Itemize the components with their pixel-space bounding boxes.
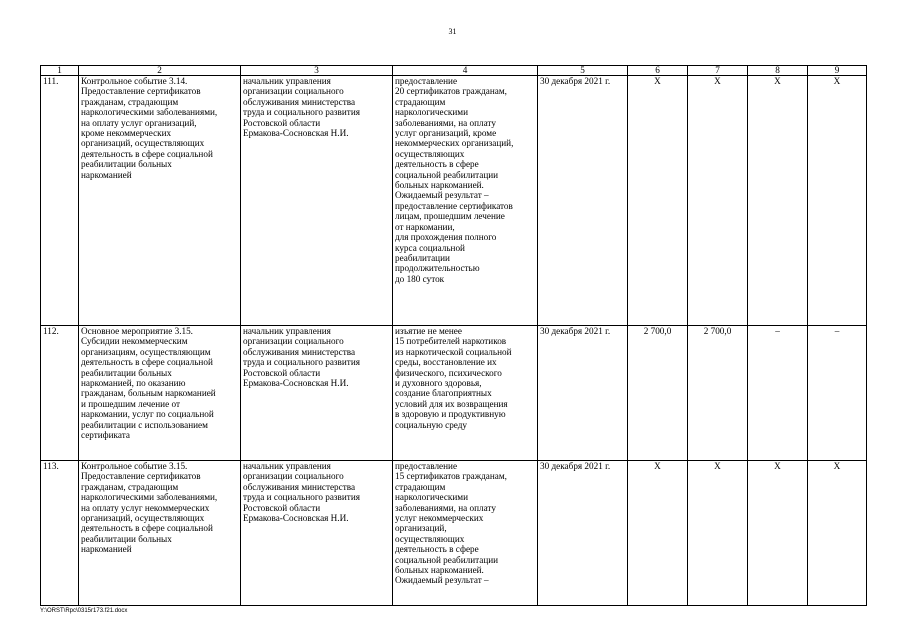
deadline: 30 декабря 2021 г. [538,76,628,326]
cell-col8: – [748,326,808,461]
column-header: 3 [241,66,393,76]
cell-col9: – [808,326,867,461]
table-row [41,326,867,461]
cell-col7: 2 700,0 [688,326,748,461]
responsible: начальник управления организации социального обслуживания министерства труда и социального развития Ростовской области Ермакова-Сосновская Н.И. [241,76,393,326]
cell-col6: X [628,76,688,326]
cell-col6: 2 700,0 [628,326,688,461]
expected-result: предоставление 20 сертификатов гражданам, страдающим наркологическими заболеваниями, на оплату услуг организаций, кроме некоммерческих организаций, осуществляющих деятельность в сфере социальной реабилитации больных наркоманией. Ожидаемый результат – предоставление сертификатов лицам, прошедшим лечение от наркомании, для прохождения полного курса социальной реабилитации продолжительностью до 180 суток [393,76,538,326]
cell-col9: X [808,76,867,326]
row-number: 111. [41,76,79,326]
row-number: 112. [41,326,79,461]
expected-result: предоставление 15 сертификатов гражданам, страдающим наркологическими заболеваниями, на оплату услуг некоммерческих организаций, осуществляющих деятельность в сфере социальной реабилитации больных наркоманией. Ожидаемый результат – [393,461,538,606]
header-row [41,66,867,76]
cell-col8: X [748,76,808,326]
column-header: 4 [393,66,538,76]
event-name: Основное мероприятие 3.15. Субсидии некоммерческим организациям, осуществляющим деятельность в сфере социальной реабилитации больных наркоманией, по оказанию гражданам, больным наркоманией и прошедшим лечение от наркомании, услуг по социальной реабилитации с использованием сертификата [79,326,241,461]
event-name: Контрольное событие 3.14. Предоставление сертификатов гражданам, страдающим наркологическими заболеваниями, на оплату услуг организаций, кроме некоммерческих организаций, осуществляющих деятельность в сфере социальной реабилитации больных наркоманией [79,76,241,326]
column-header: 8 [748,66,808,76]
cell-col6: X [628,461,688,606]
event-name: Контрольное событие 3.15. Предоставление сертификатов гражданам, страдающим наркологическими заболеваниями, на оплату услуг некоммерческих организаций, осуществляющих деятельность в сфере социальной реабилитации больных наркоманией [79,461,241,606]
deadline: 30 декабря 2021 г. [538,461,628,606]
table-row [41,76,867,326]
column-header: 5 [538,66,628,76]
cell-col7: X [688,461,748,606]
table-row [41,461,867,606]
row-number: 113. [41,461,79,606]
column-header: 1 [41,66,79,76]
column-header: 7 [688,66,748,76]
file-path-footer: Y:\ORST\Rpc\0315r173.f21.docx [40,608,128,614]
column-header: 9 [808,66,867,76]
column-header: 2 [79,66,241,76]
page-number: 31 [448,27,457,36]
column-header: 6 [628,66,688,76]
responsible: начальник управления организации социального обслуживания министерства труда и социального развития Ростовской области Ермакова-Сосновская Н.И. [241,461,393,606]
events-table [40,65,867,606]
deadline: 30 декабря 2021 г. [538,326,628,461]
responsible: начальник управления организации социального обслуживания министерства труда и социального развития Ростовской области Ермакова-Сосновская Н.И. [241,326,393,461]
cell-col8: X [748,461,808,606]
cell-col7: X [688,76,748,326]
expected-result: изъятие не менее 15 потребителей наркотиков из наркотической социальной среды, восстановление их физического, психического и духовного здоровья, создание благоприятных условий для их возвращения в здоровую и продуктивную социальную среду [393,326,538,461]
cell-col9: X [808,461,867,606]
